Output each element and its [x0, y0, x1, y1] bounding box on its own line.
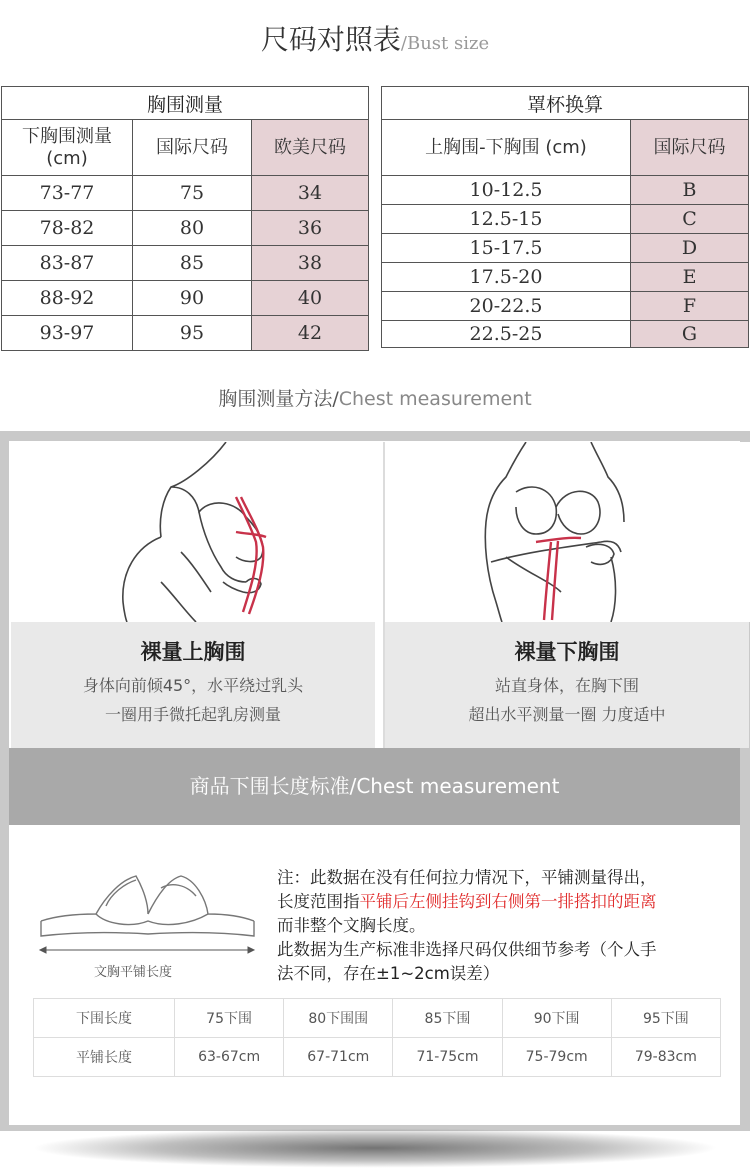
method-heading-cn: 胸围测量方法/ [218, 388, 339, 410]
band-table-title: 胸围测量 [2, 87, 369, 120]
table-row [2, 316, 369, 351]
cup-col-header: 国际尺码 [631, 120, 749, 176]
under-bust-figure [386, 442, 738, 622]
table-row [382, 321, 749, 348]
table-cell: 下围长度 [34, 999, 175, 1038]
cup-table-title: 罩杯换算 [382, 87, 749, 120]
table-cell: B [631, 176, 749, 205]
table-cell: 12.5-15 [382, 205, 631, 234]
table-cell: 75下围 [175, 999, 284, 1038]
table-cell: 15-17.5 [382, 234, 631, 263]
note-line: 而非整个文胸长度。 [277, 916, 426, 935]
table-cell: 90 [133, 281, 252, 316]
note-line: 注：此数据在没有任何拉力情况下，平铺测量得出， [277, 868, 657, 887]
table-row [34, 1038, 721, 1077]
under-bust-instruction-1: 站直身体，在胸下围 [494, 676, 639, 695]
table-cell: 93-97 [2, 316, 133, 351]
table-cell: 63-67cm [175, 1038, 284, 1077]
table-cell: 85下围 [393, 999, 502, 1038]
table-cell: 79-83cm [611, 1038, 720, 1077]
method-heading [0, 384, 750, 411]
table-cell: 36 [252, 211, 369, 246]
title-cn: 尺码对照表 [260, 23, 401, 56]
table-row [382, 292, 749, 321]
table-cell: C [631, 205, 749, 234]
table-cell: 95下围 [611, 999, 720, 1038]
note-highlight: 平铺后左侧挂钩到右侧第一排搭扣的距离 [359, 892, 657, 911]
table-row [2, 176, 369, 211]
table-cell: E [631, 263, 749, 292]
upper-bust-illustration [11, 442, 375, 622]
band-col-header: 国际尺码 [133, 120, 252, 176]
table-cell: D [631, 234, 749, 263]
upper-bust-instruction-2: 一圈用手微托起乳房测量 [104, 705, 281, 724]
table-row [34, 999, 721, 1038]
cup-size-table [381, 86, 749, 348]
table-cell: 95 [133, 316, 252, 351]
measurement-note [277, 866, 727, 986]
bra-flat-illustration [36, 866, 258, 966]
table-row [382, 205, 749, 234]
table-cell: 22.5-25 [382, 321, 631, 348]
table-cell: 78-82 [2, 211, 133, 246]
table-cell: 42 [252, 316, 369, 351]
flat-length-table [33, 998, 721, 1077]
table-cell: 83-87 [2, 246, 133, 281]
table-cell: G [631, 321, 749, 348]
table-row [2, 211, 369, 246]
upper-bust-figure [11, 442, 375, 622]
upper-bust-instruction-1: 身体向前倾45°，水平绕过乳头 [82, 676, 304, 695]
table-cell: 平铺长度 [34, 1038, 175, 1077]
table-row [2, 246, 369, 281]
upper-bust-title: 裸量上胸围 [140, 640, 246, 664]
table-cell: 73-77 [2, 176, 133, 211]
title-en: Bust size [406, 33, 490, 54]
table-cell: 75-79cm [502, 1038, 611, 1077]
page-title [0, 18, 750, 58]
note-line: 法不同，存在±1~2cm误差） [277, 964, 500, 983]
table-cell: 80下围围 [284, 999, 393, 1038]
band-size-table [1, 86, 369, 351]
table-cell: 85 [133, 246, 252, 281]
under-bust-title: 裸量下胸围 [514, 640, 620, 664]
table-cell: 88-92 [2, 281, 133, 316]
table-cell: 90下围 [502, 999, 611, 1038]
note-line: 此数据为生产标准非选择尺码仅供细节参考（个人手 [277, 940, 657, 959]
table-row [382, 234, 749, 263]
table-cell: 10-12.5 [382, 176, 631, 205]
bottom-shadow [30, 1128, 720, 1168]
table-cell: 40 [252, 281, 369, 316]
method-heading-en: Chest measurement [338, 388, 532, 410]
table-cell: 75 [133, 176, 252, 211]
table-cell: F [631, 292, 749, 321]
band-length-banner: 商品下围长度标准/Chest measurement [9, 748, 740, 825]
table-cell: 80 [133, 211, 252, 246]
band-col-header: 下胸围测量 (cm) [2, 120, 133, 176]
title-sep: / [400, 33, 407, 54]
cup-col-header: 上胸围-下胸围 (cm) [382, 120, 631, 176]
table-cell: 20-22.5 [382, 292, 631, 321]
under-bust-illustration [386, 442, 750, 622]
note-line: 长度范围指 [277, 892, 360, 911]
table-row [382, 263, 749, 292]
bra-flat-figure [36, 866, 258, 966]
band-col-header: 欧美尺码 [252, 120, 369, 176]
table-cell: 67-71cm [284, 1038, 393, 1077]
bra-flat-caption: 文胸平铺长度 [94, 965, 173, 980]
table-cell: 17.5-20 [382, 263, 631, 292]
table-row [382, 176, 749, 205]
table-cell: 34 [252, 176, 369, 211]
table-cell: 38 [252, 246, 369, 281]
table-row [2, 281, 369, 316]
table-cell: 71-75cm [393, 1038, 502, 1077]
under-bust-instruction-2: 超出水平测量一圈 力度适中 [468, 705, 666, 724]
